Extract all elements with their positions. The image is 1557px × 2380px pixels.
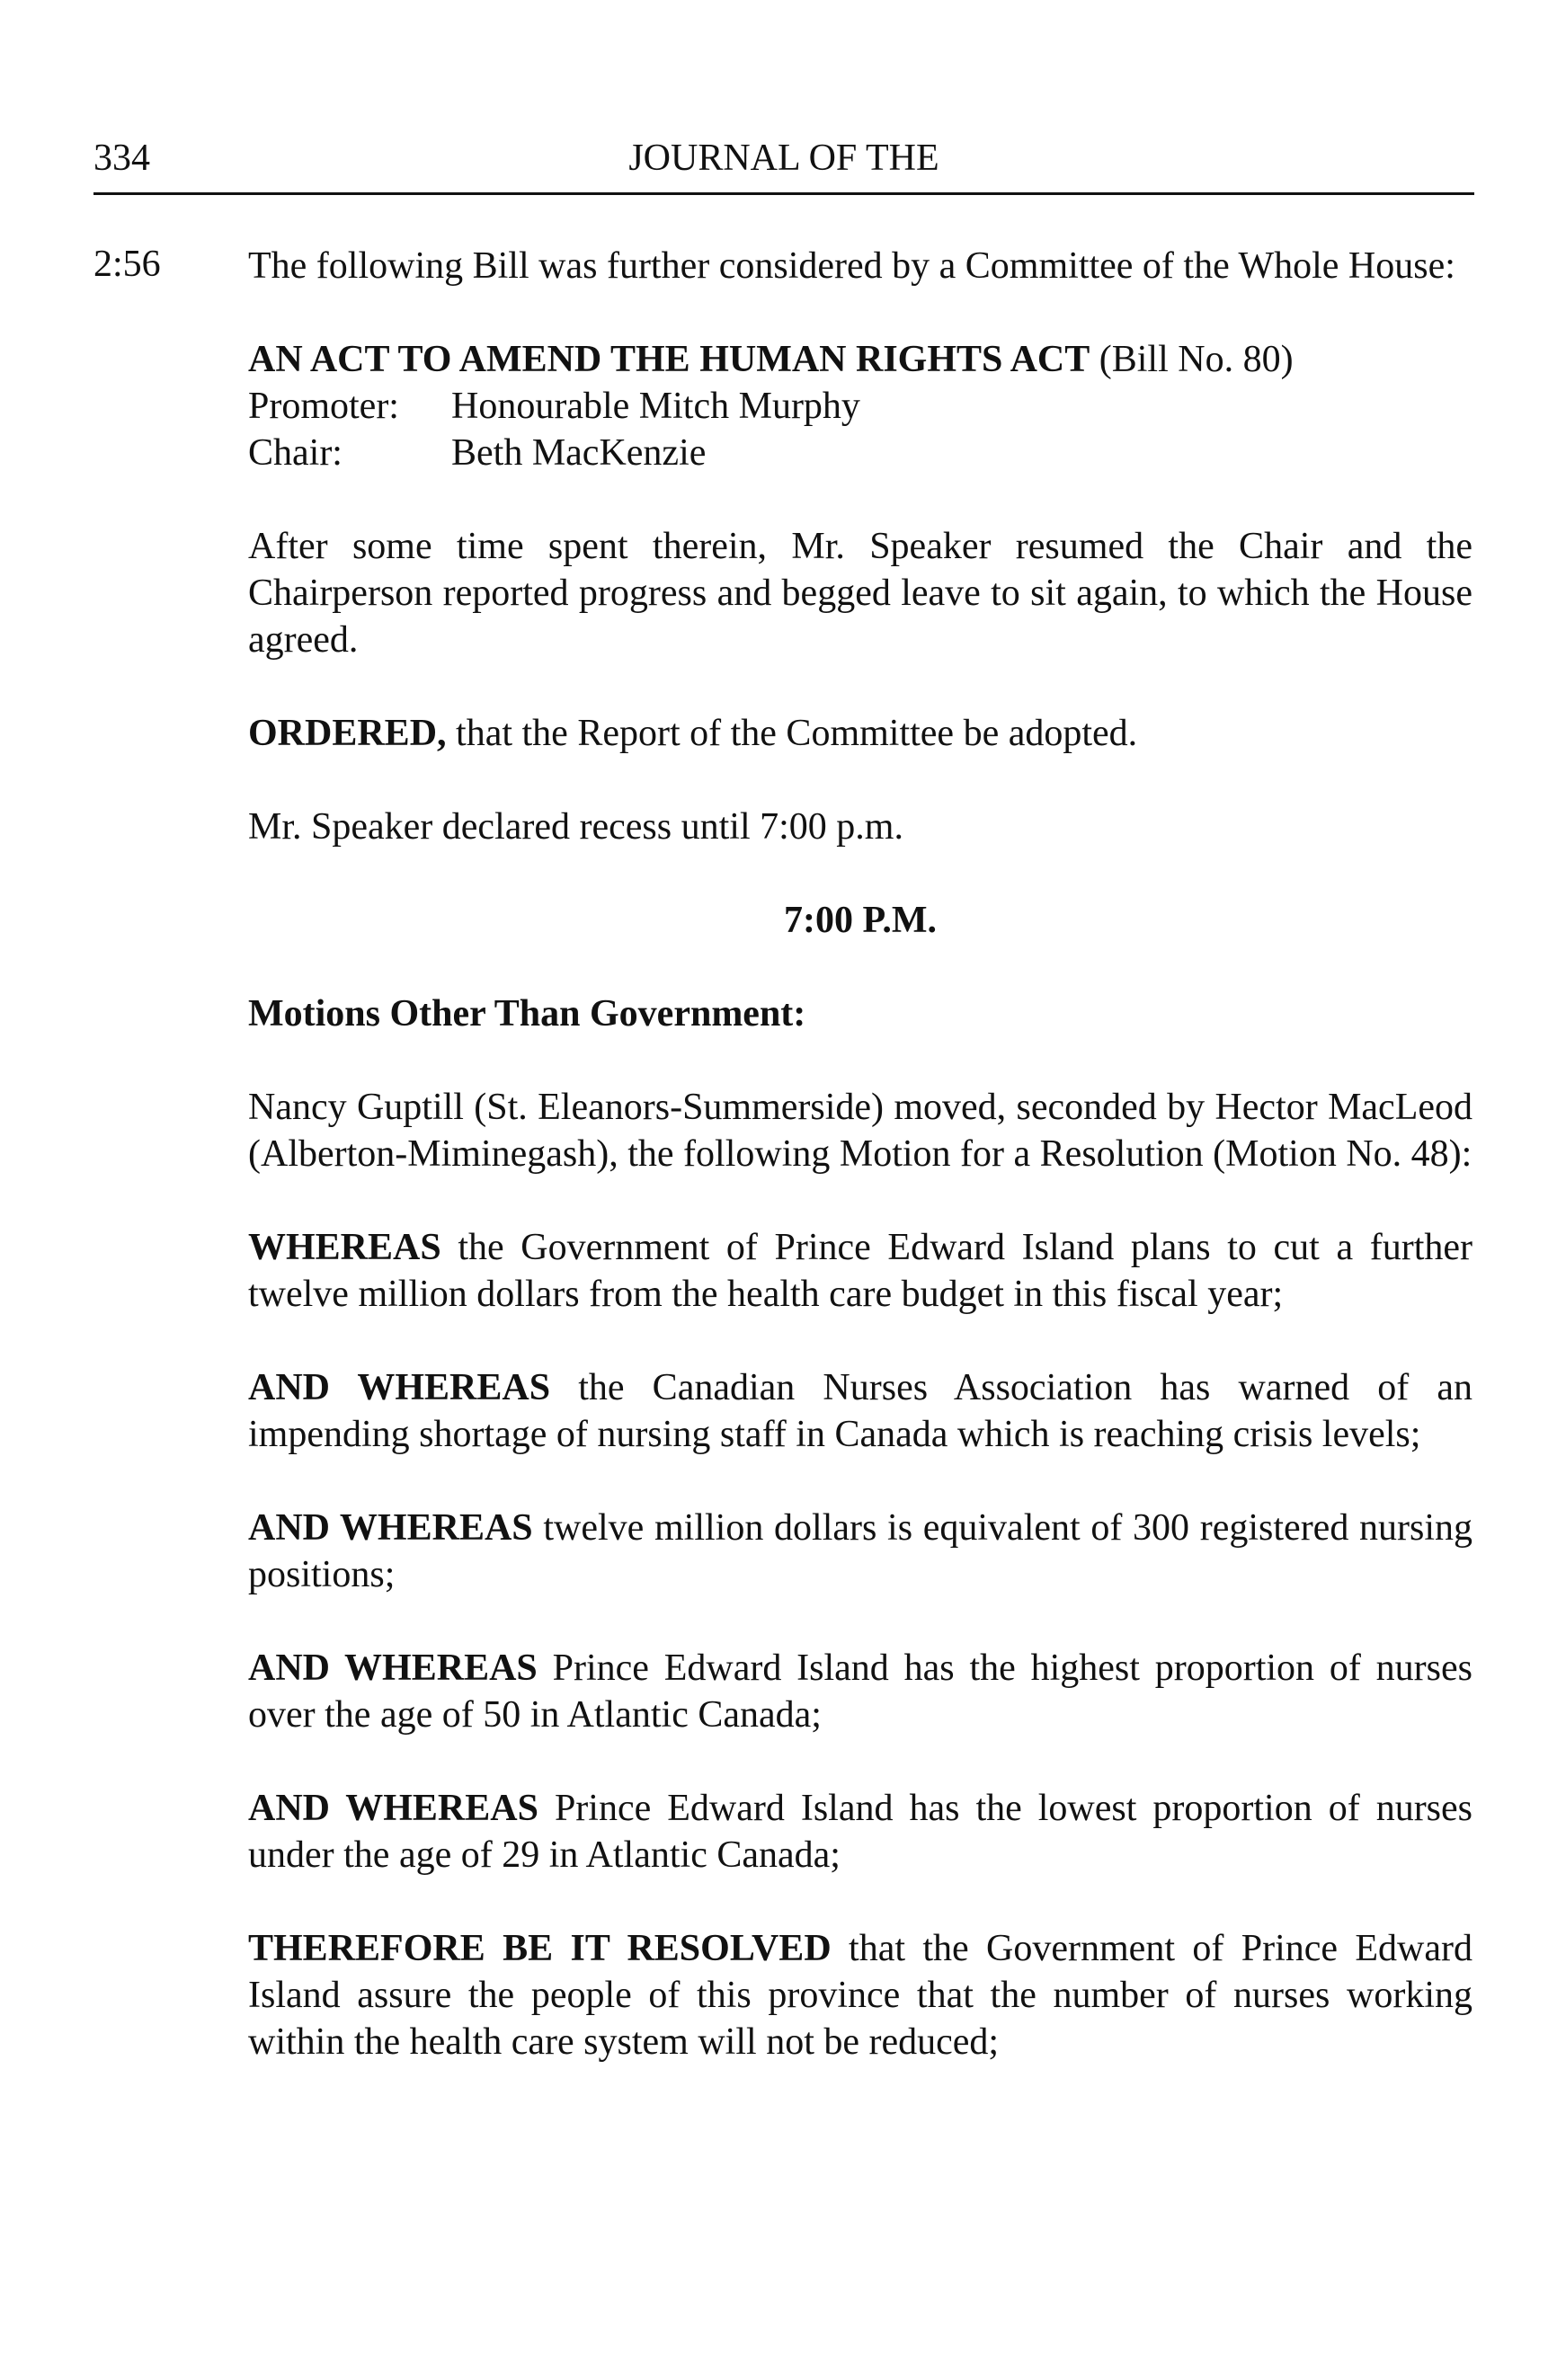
whereas-text: Prince Edward Island has the highest proportion of nurses over the age of 50 in Atlantic Canada; [248,1647,1472,1736]
chair-label: Chair: [248,432,343,474]
whereas-clause [248,1645,1472,1738]
whereas-clause [248,1364,1472,1458]
whereas-label: AND WHEREAS [248,1507,533,1549]
whereas-clause [248,1785,1472,1878]
resolved-clause [248,1925,1472,2065]
page-number: 334 [93,138,150,179]
committee-intro: The following Bill was further considered by a Committee of the Whole House: [248,245,1455,287]
bill-number: (Bill No. 80) [1099,339,1294,380]
header-rule [93,192,1474,195]
whereas-label: AND WHEREAS [248,1647,538,1689]
promoter-label: Promoter: [248,386,399,427]
recess-notice: Mr. Speaker declared recess until 7:00 p.m. [248,806,903,848]
page-header [93,137,1474,191]
chair-name: Beth MacKenzie [451,432,707,474]
whereas-clause [248,1505,1472,1598]
resolved-text: that the Government of Prince Edward Island assure the people of this province that the number of nurses working within the health care system will not be reduced; [248,1928,1472,2063]
whereas-label: AND WHEREAS [248,1788,538,1829]
whereas-label: AND WHEREAS [248,1367,551,1408]
bill-details [248,336,1472,476]
progress-report: After some time spent therein, Mr. Speaker resumed the Chair and the Chairperson reported progress and begged leave to sit again, to which the House agreed. [248,526,1472,661]
whereas-text: twelve million dollars is equivalent of 300 registered nursing positions; [248,1507,1473,1595]
whereas-text: the Government of Prince Edward Island plans to cut a further twelve million dollars from the health care budget in this fiscal year; [248,1227,1473,1315]
motion-mover: Nancy Guptill (St. Eleanors-Summerside) moved, seconded by Hector MacLeod (Alberton-Miminegash), the following Motion for a Resolution (Motion No. 48): [248,1087,1472,1175]
bill-title: AN ACT TO AMEND THE HUMAN RIGHTS ACT [248,339,1090,380]
resolved-label: THEREFORE BE IT RESOLVED [248,1928,832,1969]
ordered-label: ORDERED, [248,713,447,754]
evening-time-heading: 7:00 P.M. [784,900,937,941]
whereas-clause [248,1224,1472,1318]
promoter-name: Honourable Mitch Murphy [451,386,860,427]
whereas-label: WHEREAS [248,1227,441,1268]
ordered-text: that the Report of the Committee be adopted. [456,713,1138,754]
bill-heading [248,336,1472,383]
entry-time: 2:56 [93,244,161,285]
promoter-row [248,383,1472,430]
motions-heading: Motions Other Than Government: [248,993,806,1035]
whereas-text: Prince Edward Island has the lowest proportion of nurses under the age of 29 in Atlantic Canada; [248,1788,1473,1876]
whereas-text: the Canadian Nurses Association has warned of an impending shortage of nursing staff in Canada which is reaching crisis levels; [248,1367,1472,1455]
chair-row [248,430,1472,476]
running-title: JOURNAL OF THE [628,138,939,179]
ordered-paragraph [248,710,1472,757]
journal-entry [248,243,1472,2112]
